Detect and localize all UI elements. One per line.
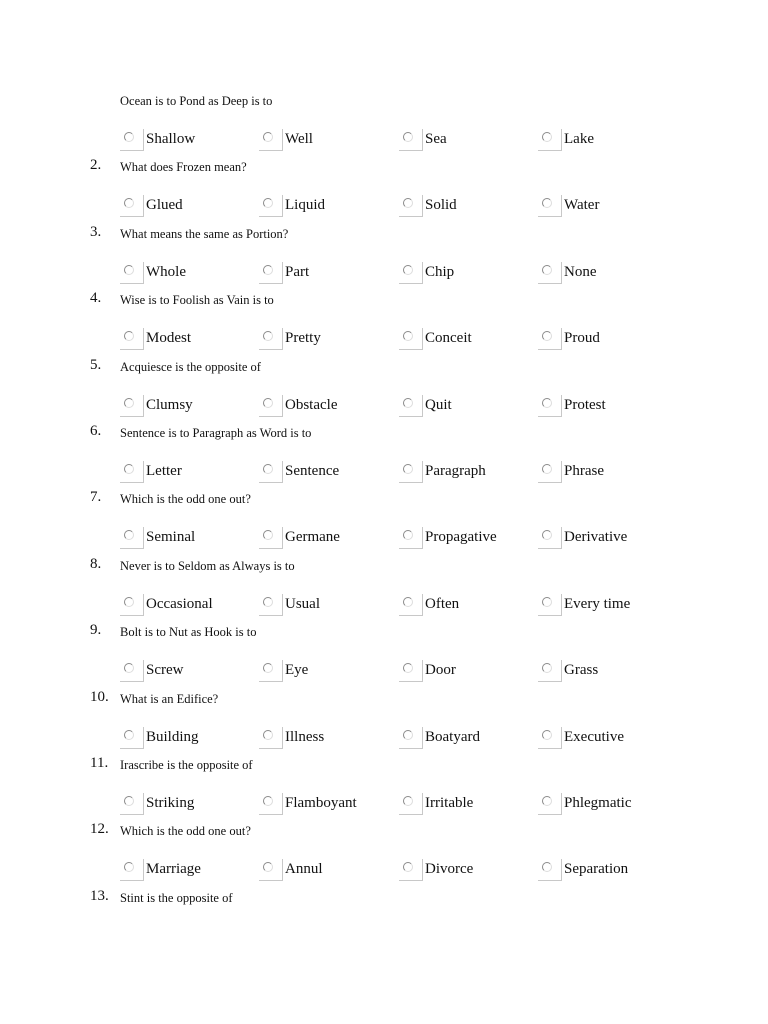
question-number: 2. [90, 157, 102, 173]
option-label: Glued [146, 197, 183, 213]
question-text: Wise is to Foolish as Vain is to [120, 293, 274, 307]
radio-field-frame [259, 527, 283, 549]
radio-field-frame [259, 328, 283, 350]
option-label: Seminal [146, 529, 196, 545]
option-label: Grass [564, 662, 599, 678]
answer-option[interactable] [399, 727, 534, 751]
option-label: Striking [146, 795, 195, 811]
radio-button[interactable] [263, 796, 273, 806]
radio-field-frame [399, 395, 423, 417]
answer-options [0, 461, 768, 485]
question-text: Ocean is to Pond as Deep is to [120, 94, 273, 108]
radio-field-frame [399, 527, 423, 549]
radio-field-frame [538, 594, 562, 616]
radio-field-frame [120, 793, 144, 815]
radio-field-frame [259, 660, 283, 682]
radio-button[interactable] [403, 530, 413, 540]
radio-field-frame [399, 793, 423, 815]
answer-option[interactable] [259, 859, 394, 883]
radio-button[interactable] [403, 730, 413, 740]
radio-field-frame [399, 195, 423, 217]
answer-option[interactable] [538, 262, 673, 286]
option-label: Screw [146, 662, 184, 678]
answer-option[interactable] [120, 727, 255, 751]
answer-option[interactable] [120, 793, 255, 817]
radio-field-frame [120, 660, 144, 682]
option-label: Executive [564, 729, 624, 745]
answer-options [0, 859, 768, 883]
answer-option[interactable] [120, 859, 255, 883]
answer-option[interactable] [538, 195, 673, 219]
radio-button[interactable] [403, 132, 413, 142]
answer-option[interactable] [120, 527, 255, 551]
option-label: Chip [425, 264, 455, 280]
radio-button[interactable] [542, 398, 552, 408]
question-number: 7. [90, 489, 102, 505]
option-label: Protest [564, 397, 606, 413]
radio-button[interactable] [263, 862, 273, 872]
option-label: Liquid [285, 197, 325, 213]
question-text: Acquiesce is the opposite of [120, 360, 261, 374]
radio-button[interactable] [542, 663, 552, 673]
answer-option[interactable] [120, 129, 255, 153]
option-label: Quit [425, 397, 452, 413]
question-number: 12. [90, 821, 109, 837]
radio-button[interactable] [124, 331, 134, 341]
answer-option[interactable] [259, 395, 394, 419]
radio-field-frame [259, 594, 283, 616]
option-label: Pretty [285, 330, 321, 346]
answer-option[interactable] [399, 129, 534, 153]
question-text: What is an Edifice? [120, 692, 219, 706]
option-label: Proud [564, 330, 600, 346]
answer-options [0, 727, 768, 751]
radio-button[interactable] [124, 198, 134, 208]
question-number: 10. [90, 689, 109, 705]
radio-field-frame [120, 461, 144, 483]
radio-field-frame [538, 793, 562, 815]
answer-option[interactable] [538, 859, 673, 883]
answer-option[interactable] [399, 793, 534, 817]
answer-option[interactable] [259, 195, 394, 219]
radio-field-frame [259, 129, 283, 151]
radio-field-frame [538, 461, 562, 483]
answer-option[interactable] [259, 527, 394, 551]
answer-options [0, 527, 768, 551]
option-label: Clumsy [146, 397, 193, 413]
answer-options [0, 262, 768, 286]
radio-field-frame [120, 727, 144, 749]
radio-field-frame [399, 262, 423, 284]
option-label: Solid [425, 197, 457, 213]
radio-button[interactable] [542, 597, 552, 607]
answer-option[interactable] [120, 461, 255, 485]
radio-field-frame [538, 328, 562, 350]
answer-option[interactable] [399, 195, 534, 219]
answer-option[interactable] [399, 395, 534, 419]
radio-button[interactable] [124, 663, 134, 673]
radio-field-frame [120, 594, 144, 616]
radio-field-frame [538, 859, 562, 881]
option-label: Separation [564, 861, 629, 877]
option-label: Phrase [564, 463, 604, 479]
radio-field-frame [538, 262, 562, 284]
question-number: 5. [90, 357, 102, 373]
radio-button[interactable] [542, 530, 552, 540]
radio-field-frame [399, 859, 423, 881]
option-label: Eye [285, 662, 309, 678]
answer-options [0, 328, 768, 352]
answer-options [0, 660, 768, 684]
option-label: Door [425, 662, 456, 678]
answer-option[interactable] [399, 527, 534, 551]
answer-option[interactable] [120, 395, 255, 419]
radio-field-frame [538, 727, 562, 749]
radio-field-frame [538, 660, 562, 682]
option-label: None [564, 264, 597, 280]
radio-button[interactable] [403, 198, 413, 208]
option-label: Boatyard [425, 729, 480, 745]
radio-field-frame [120, 527, 144, 549]
radio-button[interactable] [263, 198, 273, 208]
option-label: Phlegmatic [564, 795, 632, 811]
answer-option[interactable] [399, 594, 534, 618]
option-label: Every time [564, 596, 631, 612]
answer-option[interactable] [538, 793, 673, 817]
radio-button[interactable] [542, 265, 552, 275]
question-number: 13. [90, 888, 109, 904]
option-label: Part [285, 264, 310, 280]
answer-options [0, 195, 768, 219]
radio-button[interactable] [263, 265, 273, 275]
radio-button[interactable] [263, 597, 273, 607]
radio-field-frame [120, 129, 144, 151]
radio-button[interactable] [403, 331, 413, 341]
question-number: 8. [90, 556, 102, 572]
radio-field-frame [259, 793, 283, 815]
answer-option[interactable] [538, 461, 673, 485]
answer-option[interactable] [399, 461, 534, 485]
option-label: Sentence [285, 463, 340, 479]
radio-field-frame [120, 262, 144, 284]
radio-field-frame [399, 594, 423, 616]
answer-option[interactable] [538, 395, 673, 419]
radio-field-frame [259, 727, 283, 749]
answer-option[interactable] [538, 527, 673, 551]
radio-button[interactable] [542, 730, 552, 740]
radio-button[interactable] [263, 398, 273, 408]
answer-options [0, 129, 768, 153]
radio-button[interactable] [403, 265, 413, 275]
radio-field-frame [120, 328, 144, 350]
radio-button[interactable] [124, 398, 134, 408]
option-label: Well [285, 131, 313, 147]
answer-option[interactable] [399, 328, 534, 352]
question-text: What does Frozen mean? [120, 160, 247, 174]
option-label: Marriage [146, 861, 201, 877]
question-text: Bolt is to Nut as Hook is to [120, 625, 257, 639]
answer-option[interactable] [399, 859, 534, 883]
option-label: Paragraph [425, 463, 486, 479]
answer-option[interactable] [259, 262, 394, 286]
option-label: Divorce [425, 861, 474, 877]
answer-option[interactable] [120, 594, 255, 618]
radio-button[interactable] [263, 730, 273, 740]
radio-button[interactable] [263, 464, 273, 474]
answer-option[interactable] [538, 727, 673, 751]
option-label: Germane [285, 529, 340, 545]
answer-options [0, 793, 768, 817]
option-label: Usual [285, 596, 320, 612]
question-text: Irascribe is the opposite of [120, 758, 253, 772]
option-label: Building [146, 729, 199, 745]
radio-button[interactable] [542, 862, 552, 872]
radio-field-frame [399, 660, 423, 682]
radio-button[interactable] [403, 796, 413, 806]
option-label: Lake [564, 131, 594, 147]
question-text: Which is the odd one out? [120, 824, 251, 838]
radio-button[interactable] [403, 398, 413, 408]
question-number: 6. [90, 423, 102, 439]
radio-button[interactable] [403, 663, 413, 673]
option-label: Water [564, 197, 600, 213]
question-number: 3. [90, 224, 102, 240]
radio-field-frame [399, 461, 423, 483]
radio-button[interactable] [263, 663, 273, 673]
option-label: Conceit [425, 330, 472, 346]
radio-button[interactable] [263, 132, 273, 142]
answer-option[interactable] [259, 793, 394, 817]
question-number: 4. [90, 290, 102, 306]
radio-button[interactable] [542, 331, 552, 341]
radio-button[interactable] [542, 198, 552, 208]
answer-options [0, 594, 768, 618]
radio-button[interactable] [403, 597, 413, 607]
option-label: Often [425, 596, 460, 612]
radio-button[interactable] [124, 862, 134, 872]
radio-button[interactable] [124, 265, 134, 275]
radio-field-frame [538, 195, 562, 217]
question-text: What means the same as Portion? [120, 227, 289, 241]
answer-option[interactable] [538, 328, 673, 352]
radio-field-frame [259, 395, 283, 417]
radio-button[interactable] [124, 530, 134, 540]
option-label: Sea [425, 131, 447, 147]
answer-options [0, 395, 768, 419]
radio-field-frame [399, 328, 423, 350]
answer-option[interactable] [120, 262, 255, 286]
radio-field-frame [120, 395, 144, 417]
answer-option[interactable] [259, 461, 394, 485]
radio-button[interactable] [403, 464, 413, 474]
option-label: Propagative [425, 529, 497, 545]
answer-option[interactable] [120, 660, 255, 684]
radio-button[interactable] [263, 530, 273, 540]
answer-option[interactable] [538, 594, 673, 618]
option-label: Irritable [425, 795, 474, 811]
question-text: Sentence is to Paragraph as Word is to [120, 426, 312, 440]
radio-button[interactable] [124, 132, 134, 142]
answer-option[interactable] [120, 195, 255, 219]
radio-button[interactable] [263, 331, 273, 341]
option-label: Derivative [564, 529, 628, 545]
radio-field-frame [120, 859, 144, 881]
radio-field-frame [538, 395, 562, 417]
answer-option[interactable] [259, 660, 394, 684]
option-label: Modest [146, 330, 191, 346]
radio-button[interactable] [542, 464, 552, 474]
question-text: Never is to Seldom as Always is to [120, 559, 295, 573]
option-label: Obstacle [285, 397, 338, 413]
answer-option[interactable] [399, 660, 534, 684]
answer-option[interactable] [259, 328, 394, 352]
option-label: Illness [285, 729, 325, 745]
radio-button[interactable] [124, 464, 134, 474]
radio-field-frame [259, 195, 283, 217]
option-label: Occasional [146, 596, 213, 612]
answer-option[interactable] [538, 129, 673, 153]
answer-option[interactable] [399, 262, 534, 286]
answer-option[interactable] [259, 727, 394, 751]
question-number: 11. [90, 755, 109, 771]
answer-option[interactable] [120, 328, 255, 352]
radio-field-frame [259, 859, 283, 881]
option-label: Shallow [146, 131, 196, 147]
question-text: Stint is the opposite of [120, 891, 233, 905]
question-number: 9. [90, 622, 102, 638]
radio-field-frame [538, 129, 562, 151]
radio-field-frame [399, 129, 423, 151]
radio-field-frame [259, 262, 283, 284]
option-label: Flamboyant [285, 795, 357, 811]
answer-option[interactable] [538, 660, 673, 684]
radio-button[interactable] [542, 132, 552, 142]
radio-field-frame [538, 527, 562, 549]
radio-field-frame [120, 195, 144, 217]
radio-button[interactable] [124, 597, 134, 607]
radio-field-frame [259, 461, 283, 483]
radio-button[interactable] [124, 796, 134, 806]
option-label: Annul [285, 861, 323, 877]
radio-button[interactable] [403, 862, 413, 872]
answer-option[interactable] [259, 594, 394, 618]
option-label: Letter [146, 463, 182, 479]
question-text: Which is the odd one out? [120, 492, 251, 506]
option-label: Whole [146, 264, 186, 280]
radio-button[interactable] [542, 796, 552, 806]
radio-field-frame [399, 727, 423, 749]
radio-button[interactable] [124, 730, 134, 740]
answer-option[interactable] [259, 129, 394, 153]
